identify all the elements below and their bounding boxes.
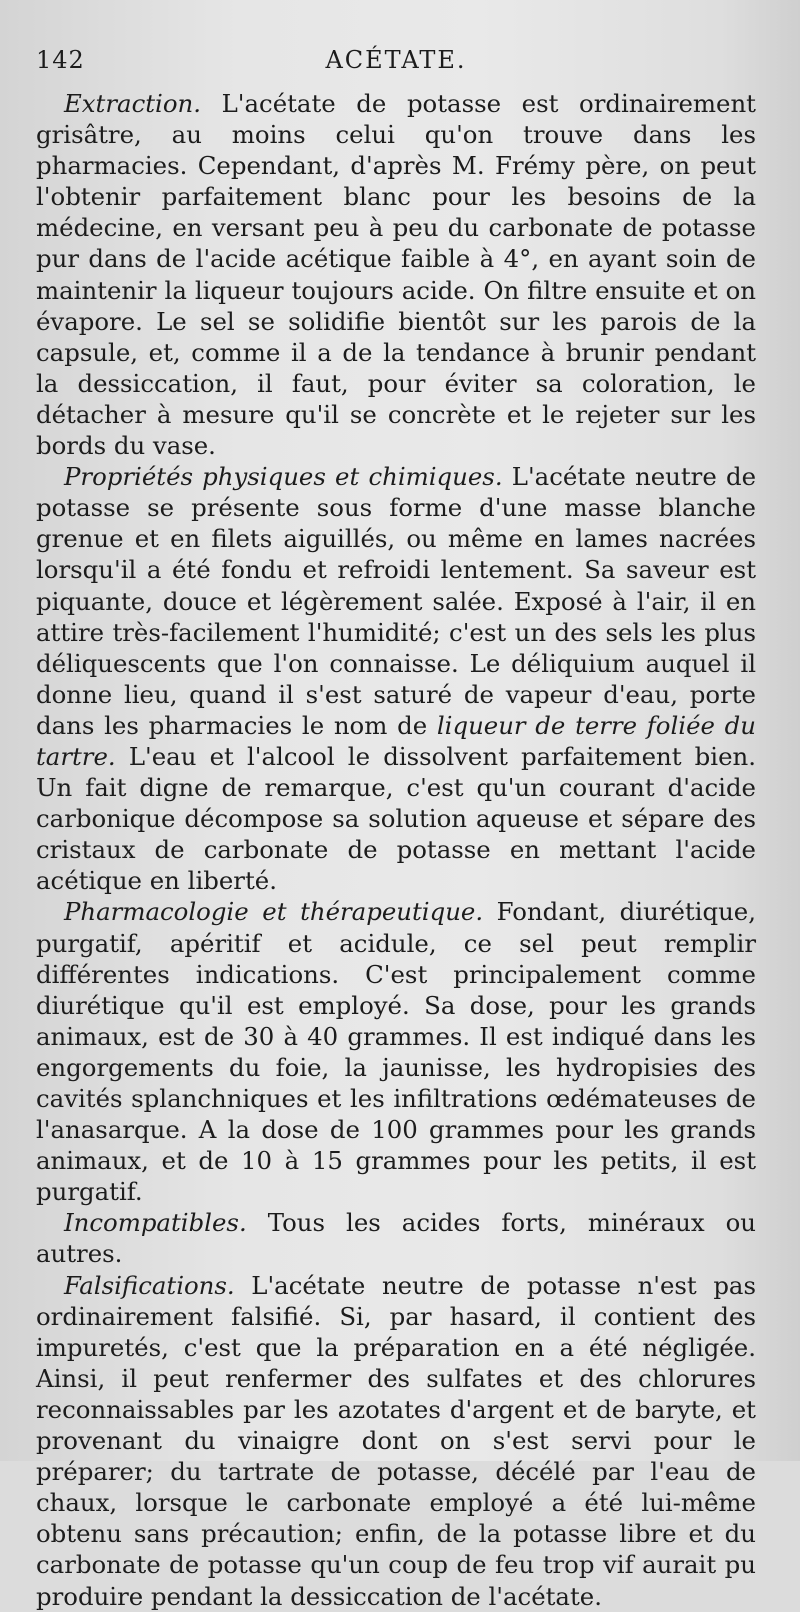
italic-term: liqueur de terre foliée du tartre. xyxy=(36,710,757,771)
section-heading: Incompatibles. xyxy=(64,1208,247,1238)
body-text xyxy=(36,88,756,1612)
paragraph-text: L'eau et l'alcool le dissolvent parfaitement bien. Un fait digne de remarque, c'est qu'un courant d'acide carbonique décompose sa solution aqueuse et sépare des cristaux de carbonate de potasse en mettant l'acide acétique en liberté. xyxy=(36,741,756,896)
paragraph-text: L'acétate de potasse est ordinairement grisâtre, au moins celui qu'on trouve dans les pharmacies. Cependant, d'après M. Frémy père, on peut l'obtenir parfaitement blanc pour les besoins de la médecine, en versant peu à peu du carbonate de potasse pur dans de l'acide acétique faible à 4°, en ayant soin de maintenir la liqueur toujours acide. On filtre ensuite et on évapore. Le sel se solidifie bientôt sur les parois de la capsule, et, comme il a de la tendance à brunir pendant la dessiccation, il faut, pour éviter sa coloration, le détacher à mesure qu'il se concrète et le rejeter sur les bords du vase. xyxy=(36,89,756,461)
paragraph-text: L'acétate neutre de potasse n'est pas ordinairement falsifié. Si, par hasard, il contient des impuretés, c'est que la préparation en a été négligée. Ainsi, il peut renfermer des sulfates et des chlorures reconnaissables par les azotates d'argent et de baryte, et provenant du vinaigre dont on s'est servi pour le préparer; du tartrate de potasse, décélé par l'eau de chaux, lorsque le carbonate employé a été lui-même obtenu sans précaution; enfin, de la potasse libre et du carbonate de potasse qu'un coup de feu trop vif aurait pu produire pendant la dessiccation de l'acétate. xyxy=(36,1270,756,1611)
paragraph-pharmacology xyxy=(36,896,756,1207)
paragraph-falsifications xyxy=(36,1270,756,1612)
paragraph-text: Fondant, diurétique, purgatif, apéritif et acidule, ce sel peut remplir différentes indications. C'est principalement comme diurétique qu'il est employé. Sa dose, pour les grands animaux, est de 30 à 40 grammes. Il est indiqué dans les engorgements du foie, la jaunisse, les hydropisies des cavités splanchniques et les infiltrations œdémateuses de l'anasarque. A la dose de 100 grammes pour les grands animaux, et de 10 à 15 grammes pour les petits, il est purgatif. xyxy=(36,897,756,1207)
paragraph-properties xyxy=(36,461,756,896)
section-heading: Propriétés physiques et chimiques. xyxy=(64,462,503,492)
section-heading: Falsifications. xyxy=(64,1270,235,1300)
paragraph-incompatibles xyxy=(36,1207,756,1269)
page-number: 142 xyxy=(36,46,85,74)
section-heading: Pharmacologie et thérapeutique. xyxy=(64,897,484,927)
paragraph-text: L'acétate neutre de potasse se présente sous forme d'une masse blanche grenue et en filets aiguillés, ou même en lames nacrées lorsqu'il a été fondu et refroidi lentement. Sa saveur est piquante, douce et légèrement salée. Exposé à l'air, il en attire très-facilement l'humidité; c'est un des sels les plus déliquescents que l'on connaisse. Le déliquium auquel il donne lieu, quand il s'est saturé de vapeur d'eau, porte dans les pharmacies le nom de xyxy=(36,462,756,740)
section-heading: Extraction. xyxy=(64,89,201,118)
paragraph-text: Tous les acides forts, minéraux ou autres. xyxy=(36,1208,756,1269)
page-header xyxy=(36,36,756,88)
running-title: ACÉTATE. xyxy=(325,46,467,74)
paragraph-extraction xyxy=(36,88,756,461)
